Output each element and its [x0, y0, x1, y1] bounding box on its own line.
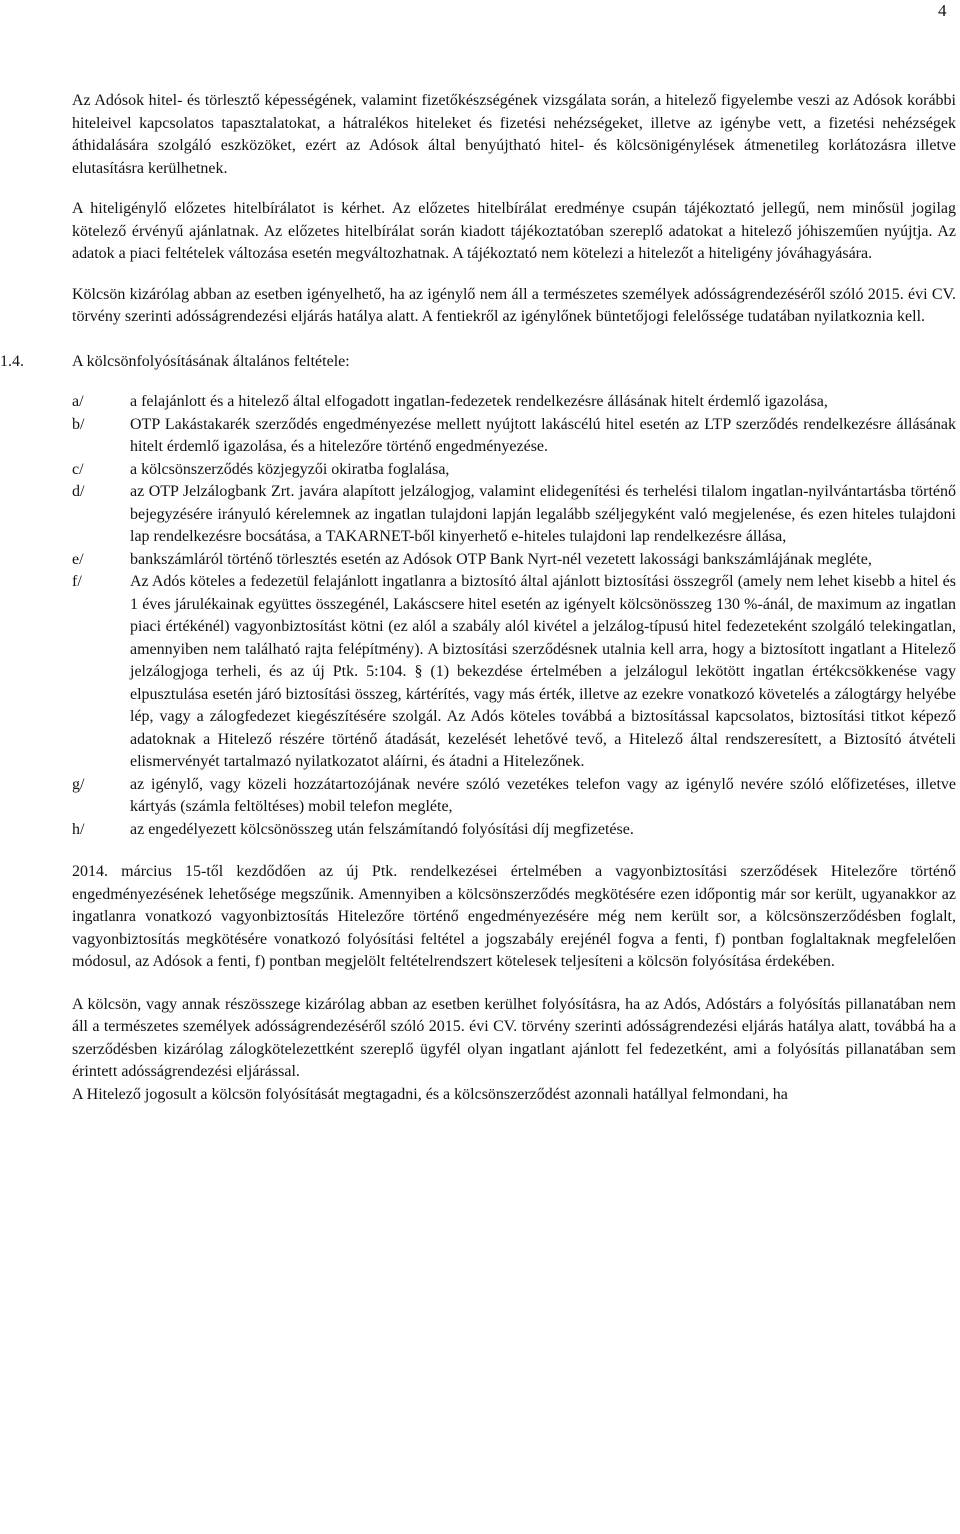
list-item-label: e/	[72, 550, 84, 568]
list-item-label: f/	[72, 573, 82, 590]
list-item-label: c/	[72, 460, 84, 478]
list-item-text: az igénylő, vagy közeli hozzátartozójának nevére szóló vezetékes telefon vagy az igénylő nevére szóló előfizetéses, illetve kártyás (számla feltöltéses) mobil telefon megléte,	[130, 775, 956, 815]
section-number: 1.4.	[0, 352, 24, 370]
paragraph-debt-settlement: Kölcsön kizárólag abban az esetben igényelhető, ha az igénylő nem áll a természetes személyek adósságrendezéséről szóló 2015. évi CV. törvény szerinti adósságrendezési eljárás hatálya alatt. A fentiekről az igénylőnek büntetőjogi felelőssége tudatában nyilatkoznia kell.	[72, 285, 956, 325]
list-item-text: az engedélyezett kölcsönösszeg után felszámítandó folyósítási díj megfizetése.	[130, 820, 634, 838]
list-item	[72, 819, 956, 842]
list-item-label: a/	[72, 393, 84, 410]
paragraph-credit-assessment: Az Adósok hitel- és törlesztő képességének, valamint fizetőkészségének vizsgálata során, a hitelező figyelembe veszi az Adósok korábbi hiteleivel kapcsolatos tapasztalatokat, a hátralékos hiteleket és fizetési nehézségeket, illetve az igénybe vett, a fizetési nehézségek áthidalására szolgáló eszközöket, ezért az Adósok által benyújtható hitel- és kölcsönigénylések átmenetileg korlátozásra illetve elutasításra kerülhetnek.	[72, 92, 956, 177]
paragraph-insurance-assignment: 2014. március 15-től kezdődően az új Ptk. rendelkezései értelmében a vagyonbiztosítási szerződések Hitelezőre történő engedményezésének lehetősége megszűnik. Amennyiben a kölcsönszerződés megkötésére ezen időpontig már sor került, ugyanakkor az ingatlanra vonatkozó vagyonbiztosítás Hitelezőre történő engedményezésére még nem került sor, a kölcsönszerződésben foglalt, vagyonbiztosítás megkötésére vonatkozó folyósítási feltétel a jogszabály erejénél fogva a fenti, f) pontban foglaltaknak megfelelően módosul, az Adósok a fenti, f) pontban megjelölt feltételrendszert kötelesek teljesíteni a kölcsön folyósítása érdekében.	[72, 863, 956, 970]
list-item-text: OTP Lakástakarék szerződés engedményezése mellett nyújtott lakáscélú hitel esetén az LTP szerződés rendelkezésre állásának hitelt érdemlő igazolása, és a hitelezőre történő engedményezése.	[130, 415, 956, 455]
page-number: 4	[938, 1, 947, 20]
paragraph-termination-right: A Hitelező jogosult a kölcsön folyósítását megtagadni, és a kölcsönszerződést azonnali hatállyal felmondani, ha	[72, 1085, 788, 1103]
list-item	[72, 459, 956, 482]
document-body	[0, 90, 956, 1106]
paragraph-pre-assessment: A hiteligénylő előzetes hitelbírálatot is kérhet. Az előzetes hitelbírálat eredménye csupán tájékoztató jellegű, nem minősül jogilag kötelező érvényű ajánlatnak. Az előzetes hitelbírálat során kiadott tájékoztatóban szereplő adatokat a hitelező jóhiszeműen nyújtja. Az adatok a piaci feltételek változása esetén megváltozhatnak. A tájékoztató nem kötelezi a hitelezőt a hiteligény jóváhagyására.	[72, 200, 956, 262]
list-item	[72, 774, 956, 819]
paragraph-disbursement-condition: A kölcsön, vagy annak részösszege kizárólag abban az esetben kerülhet folyósításra, ha az Adós, Adóstárs a folyósítás pillanatában nem áll a természetes személyek adósságrendezéséről szóló 2015. évi CV. törvény szerinti adósságrendezési eljárás hatálya alatt, továbbá ha a szerződésben kizárólag zálogkötelezettként szereplő ügyfél olyan ingatlant ajánlott fel fedezetként, ami a folyósítás pillanatában sem érintett adósságrendezési eljárással.	[72, 995, 956, 1080]
list-item-text: a kölcsönszerződés közjegyzői okiratba foglalása,	[130, 460, 450, 478]
list-item-text: a felajánlott és a hitelező által elfogadott ingatlan-fedezetek rendelkezésre állásának hitelt érdemlő igazolása,	[130, 393, 828, 410]
list-item-label: h/	[72, 820, 85, 838]
list-item	[72, 481, 956, 549]
list-item-text: bankszámláról történő törlesztés esetén az Adósok OTP Bank Nyrt-nél vezetett lakossági bankszámlájának megléte,	[130, 550, 872, 568]
list-item-label: b/	[72, 415, 85, 433]
list-item-text: az OTP Jelzálogbank Zrt. javára alapított jelzálogjog, valamint elidegenítési és terhelési tilalom ingatlan-nyilvántartásba történő bejegyzésére irányuló kérelemnek az ingatlan tulajdoni lapján legalább széljegyként való megjelenése, és ezen hiteles tulajdoni lap rendelkezésre bocsátása, a TAKARNET-ből kinyerhető e-hiteles tulajdoni lap rendelkezésre állása,	[130, 483, 956, 545]
list-item	[72, 414, 956, 459]
list-item-text: Az Adós köteles a fedezetül felajánlott ingatlanra a biztosító által ajánlott biztosítási összegről (amely nem lehet kisebb a hitel és 1 éves járulékainak együttes összegénél, Lakáscsere hitel esetén az igényelt kölcsönösszeg 130 %-ánál, de maximum az ingatlan piaci értékénél) vagyonbiztosítást kötni (ez alól a szabály alól kivétel a jelzálog-típusú hitel fedezeteként szolgáló telekingatlan, amennyiben nem található rajta felépítmény). A biztosítási szerződésnek utalnia kell arra, hogy a biztosított ingatlant a Hitelező jelzálogjoga terheli, és az új Ptk. 5:104. § (1) bekezdése értelmében a jelzálogul lekötött ingatlan értékcsökkenése vagy elpusztulása esetén járó biztosítási összeg, kártérítés, vagy más érték, illetve az ezekre vonatkozó követelés a zálogtárgy helyébe lép, vagy a zálogfedezet kiegészítésére szolgál. Az Adós köteles továbbá a biztosítással kapcsolatos, biztosítási titkot képező adatoknak a Hitelező részére történő átadását, kezelését lehetővé tevő, a Hitelező által rendszeresített, a Biztosító átvételi elismervényét tartalmazó nyilatkozatot aláírni, és átadni a Hitelezőnek.	[130, 573, 956, 770]
list-item	[72, 549, 956, 572]
conditions-list	[72, 391, 956, 841]
list-item	[72, 391, 956, 414]
list-item-label: d/	[72, 483, 85, 500]
list-item-label: g/	[72, 775, 85, 793]
section-heading	[0, 351, 956, 374]
list-item	[72, 571, 956, 774]
section-title: A kölcsönfolyósításának általános feltétele:	[72, 352, 350, 370]
